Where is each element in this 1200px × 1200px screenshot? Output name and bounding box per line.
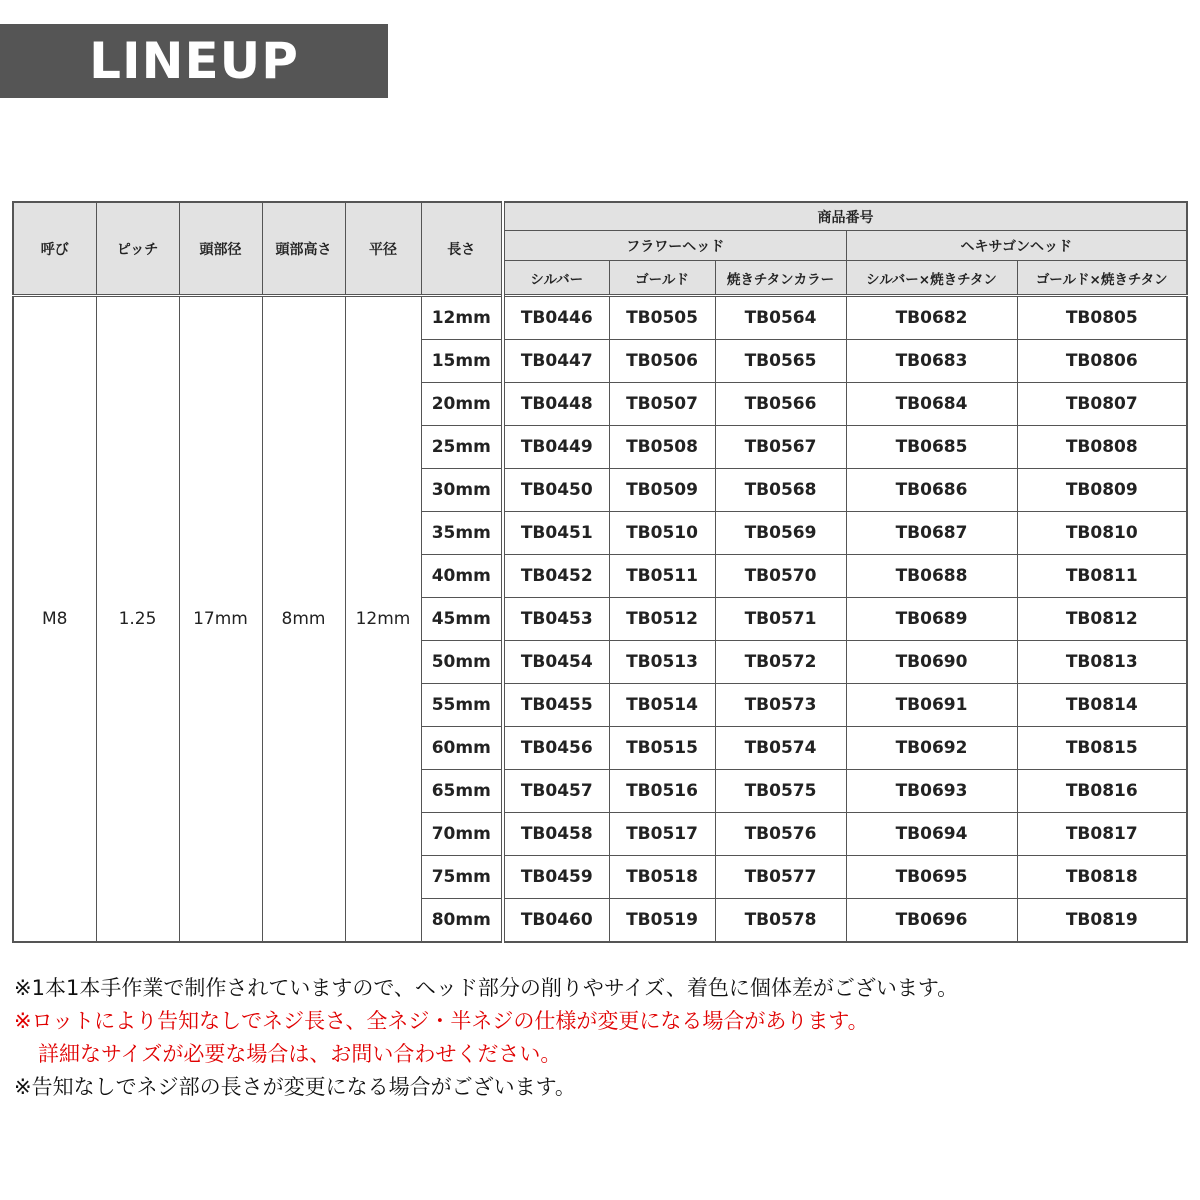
cell-length: 60mm — [421, 727, 503, 770]
cell-product-code: TB0456 — [503, 727, 609, 770]
cell-product-code: TB0508 — [609, 426, 715, 469]
cell-product-code: TB0447 — [503, 340, 609, 383]
cell-length: 35mm — [421, 512, 503, 555]
cell-product-code: TB0695 — [846, 856, 1017, 899]
cell-product-code: TB0449 — [503, 426, 609, 469]
header-length: 長さ — [421, 202, 503, 296]
cell-product-code: TB0810 — [1017, 512, 1187, 555]
cell-length: 70mm — [421, 813, 503, 856]
cell-product-code: TB0694 — [846, 813, 1017, 856]
header-head-diameter: 頭部径 — [179, 202, 262, 296]
header-nominal: 呼び — [13, 202, 96, 296]
table-body — [13, 296, 1187, 943]
cell-product-code: TB0805 — [1017, 296, 1187, 340]
note-contact: 詳細なサイズが必要な場合は、お問い合わせください。 — [38, 1042, 562, 1066]
cell-product-code: TB0452 — [503, 555, 609, 598]
header-col-silver-burnt-titanium: シルバー×焼きチタン — [846, 261, 1017, 296]
cell-product-code: TB0577 — [715, 856, 846, 899]
cell-product-code: TB0690 — [846, 641, 1017, 684]
lineup-banner — [0, 24, 388, 98]
cell-product-code: TB0513 — [609, 641, 715, 684]
cell-length: 50mm — [421, 641, 503, 684]
cell-head-height: 8mm — [262, 296, 345, 943]
cell-product-code: TB0446 — [503, 296, 609, 340]
cell-product-code: TB0683 — [846, 340, 1017, 383]
notes — [14, 972, 1184, 1104]
cell-product-code: TB0570 — [715, 555, 846, 598]
cell-product-code: TB0578 — [715, 899, 846, 943]
header-head-height: 頭部高さ — [262, 202, 345, 296]
cell-length: 20mm — [421, 383, 503, 426]
cell-product-code: TB0454 — [503, 641, 609, 684]
cell-product-code: TB0682 — [846, 296, 1017, 340]
header-hexagon-head: ヘキサゴンヘッド — [846, 231, 1187, 261]
cell-product-code: TB0459 — [503, 856, 609, 899]
cell-product-code: TB0688 — [846, 555, 1017, 598]
note-handmade: ※1本1本手作業で制作されていますので、ヘッド部分の削りやサイズ、着色に個体差がございます。 — [14, 976, 959, 1000]
cell-product-code: TB0575 — [715, 770, 846, 813]
header-col-burnt-titanium: 焼きチタンカラー — [715, 261, 846, 296]
cell-product-code: TB0686 — [846, 469, 1017, 512]
cell-product-code: TB0568 — [715, 469, 846, 512]
cell-product-code: TB0564 — [715, 296, 846, 340]
cell-product-code: TB0816 — [1017, 770, 1187, 813]
note-lot-change: ※ロットにより告知なしでネジ長さ、全ネジ・半ネジの仕様が変更になる場合があります。 — [14, 1009, 869, 1033]
cell-length: 65mm — [421, 770, 503, 813]
cell-nominal: M8 — [13, 296, 96, 943]
cell-product-code: TB0514 — [609, 684, 715, 727]
cell-product-code: TB0567 — [715, 426, 846, 469]
cell-product-code: TB0691 — [846, 684, 1017, 727]
header-pitch: ピッチ — [96, 202, 179, 296]
cell-product-code: TB0576 — [715, 813, 846, 856]
cell-length: 12mm — [421, 296, 503, 340]
cell-flat-diameter: 12mm — [345, 296, 421, 943]
cell-product-code: TB0507 — [609, 383, 715, 426]
cell-product-code: TB0689 — [846, 598, 1017, 641]
header-flat-diameter: 平径 — [345, 202, 421, 296]
cell-product-code: TB0809 — [1017, 469, 1187, 512]
cell-product-code: TB0457 — [503, 770, 609, 813]
cell-product-code: TB0573 — [715, 684, 846, 727]
cell-product-code: TB0506 — [609, 340, 715, 383]
cell-product-code: TB0516 — [609, 770, 715, 813]
cell-product-code: TB0815 — [1017, 727, 1187, 770]
cell-length: 45mm — [421, 598, 503, 641]
cell-product-code: TB0819 — [1017, 899, 1187, 943]
cell-product-code: TB0572 — [715, 641, 846, 684]
cell-length: 75mm — [421, 856, 503, 899]
cell-product-code: TB0687 — [846, 512, 1017, 555]
cell-length: 30mm — [421, 469, 503, 512]
cell-product-code: TB0817 — [1017, 813, 1187, 856]
cell-length: 80mm — [421, 899, 503, 943]
cell-product-code: TB0453 — [503, 598, 609, 641]
banner-title: LINEUP — [89, 32, 299, 90]
cell-product-code: TB0692 — [846, 727, 1017, 770]
cell-product-code: TB0574 — [715, 727, 846, 770]
cell-product-code: TB0510 — [609, 512, 715, 555]
cell-product-code: TB0460 — [503, 899, 609, 943]
table-row — [13, 296, 1187, 340]
cell-length: 25mm — [421, 426, 503, 469]
cell-pitch: 1.25 — [96, 296, 179, 943]
cell-product-code: TB0685 — [846, 426, 1017, 469]
cell-product-code: TB0565 — [715, 340, 846, 383]
cell-length: 40mm — [421, 555, 503, 598]
lineup-table-container — [12, 201, 1188, 943]
cell-product-code: TB0813 — [1017, 641, 1187, 684]
cell-product-code: TB0505 — [609, 296, 715, 340]
cell-product-code: TB0458 — [503, 813, 609, 856]
cell-product-code: TB0811 — [1017, 555, 1187, 598]
cell-product-code: TB0693 — [846, 770, 1017, 813]
cell-product-code: TB0818 — [1017, 856, 1187, 899]
cell-product-code: TB0451 — [503, 512, 609, 555]
lineup-table — [12, 201, 1188, 943]
cell-product-code: TB0569 — [715, 512, 846, 555]
cell-product-code: TB0808 — [1017, 426, 1187, 469]
header-flower-head: フラワーヘッド — [503, 231, 846, 261]
cell-product-code: TB0566 — [715, 383, 846, 426]
cell-product-code: TB0448 — [503, 383, 609, 426]
cell-product-code: TB0807 — [1017, 383, 1187, 426]
cell-product-code: TB0814 — [1017, 684, 1187, 727]
cell-product-code: TB0518 — [609, 856, 715, 899]
cell-product-code: TB0806 — [1017, 340, 1187, 383]
header-col-gold: ゴールド — [609, 261, 715, 296]
header-product-number: 商品番号 — [503, 202, 1187, 231]
cell-product-code: TB0511 — [609, 555, 715, 598]
cell-product-code: TB0571 — [715, 598, 846, 641]
header-col-gold-burnt-titanium: ゴールド×焼きチタン — [1017, 261, 1187, 296]
cell-length: 15mm — [421, 340, 503, 383]
cell-product-code: TB0696 — [846, 899, 1017, 943]
cell-product-code: TB0512 — [609, 598, 715, 641]
cell-product-code: TB0450 — [503, 469, 609, 512]
cell-product-code: TB0509 — [609, 469, 715, 512]
note-thread-length: ※告知なしでネジ部の長さが変更になる場合がございます。 — [14, 1075, 576, 1099]
cell-product-code: TB0519 — [609, 899, 715, 943]
cell-product-code: TB0812 — [1017, 598, 1187, 641]
cell-product-code: TB0684 — [846, 383, 1017, 426]
cell-head-diameter: 17mm — [179, 296, 262, 943]
cell-product-code: TB0455 — [503, 684, 609, 727]
cell-product-code: TB0517 — [609, 813, 715, 856]
header-col-silver: シルバー — [503, 261, 609, 296]
cell-product-code: TB0515 — [609, 727, 715, 770]
cell-length: 55mm — [421, 684, 503, 727]
